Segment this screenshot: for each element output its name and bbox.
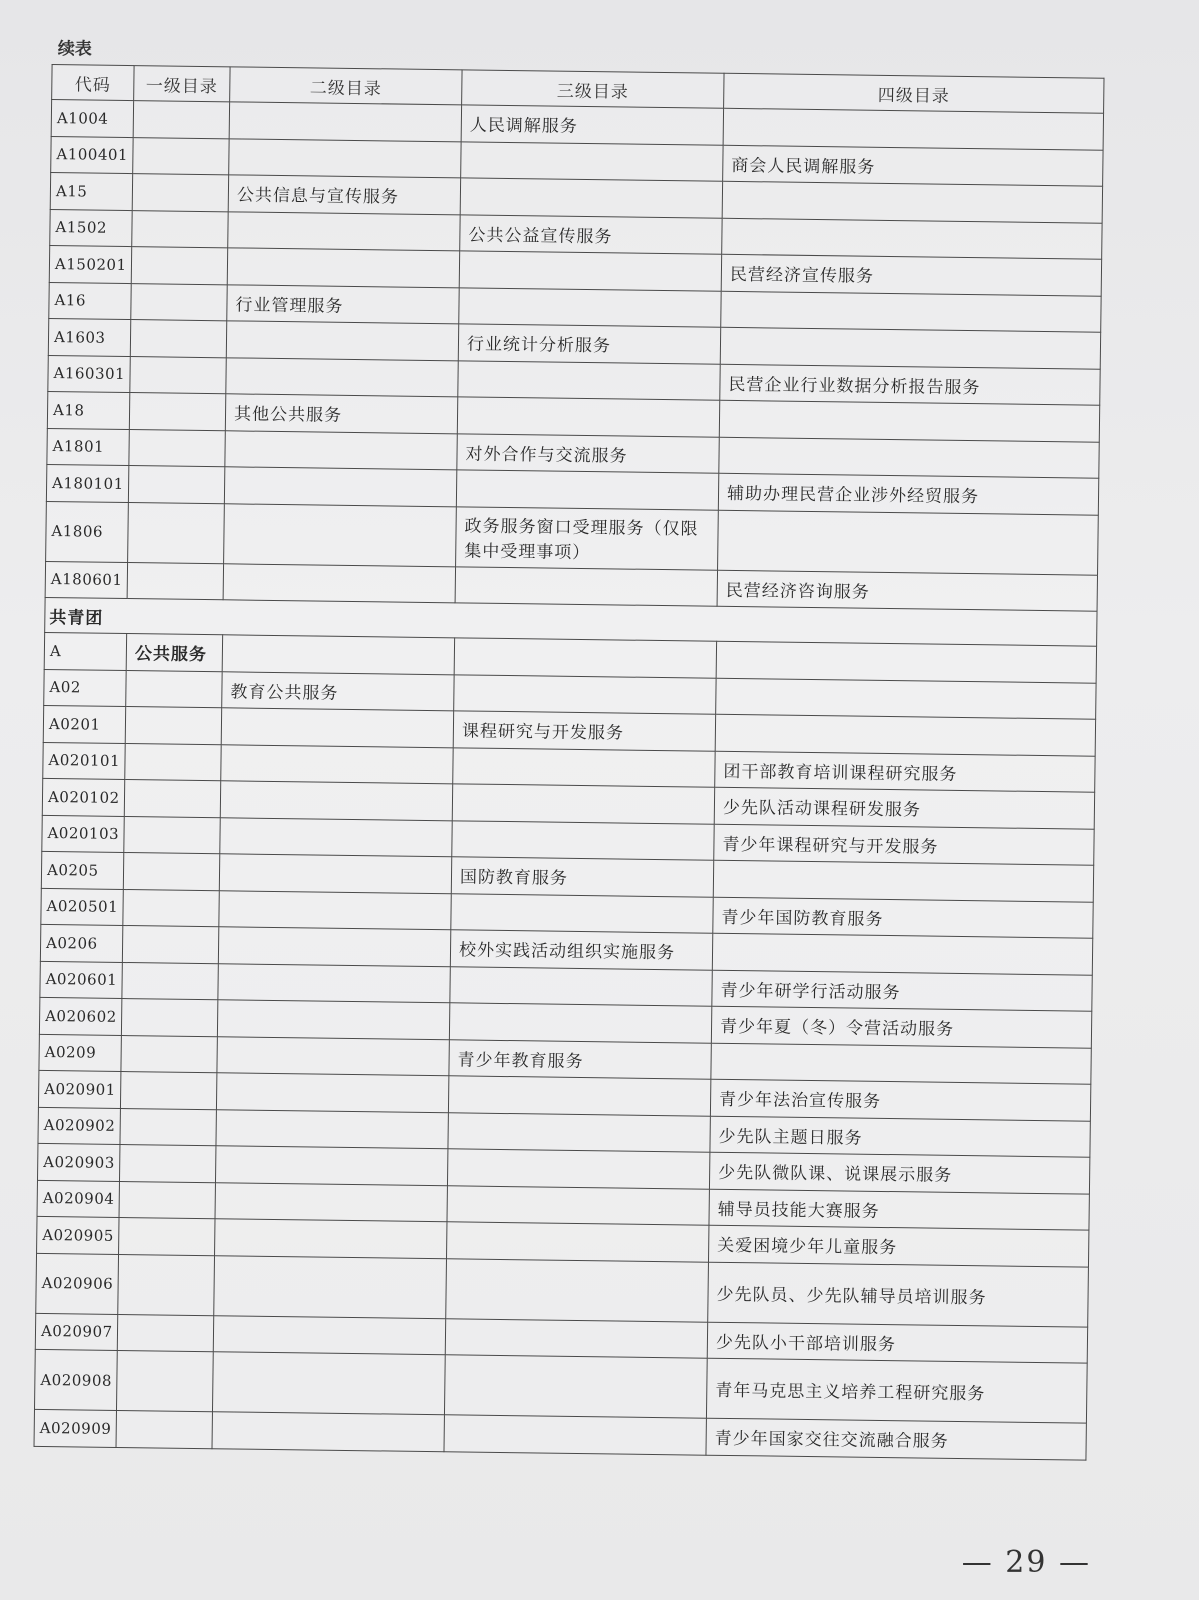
level4-cell xyxy=(722,181,1102,222)
level3-cell xyxy=(452,784,714,824)
level4-cell: 商会人民调解服务 xyxy=(723,145,1103,186)
code-cell: A020904 xyxy=(37,1180,119,1218)
document-page xyxy=(34,34,1112,1460)
level4-cell: 民营企业行业数据分析报告服务 xyxy=(720,364,1100,405)
code-cell: A020101 xyxy=(43,742,125,780)
level3-cell xyxy=(447,1222,709,1262)
level1-cell xyxy=(117,1314,213,1352)
level4-cell xyxy=(719,437,1099,478)
level4-cell: 辅助办理民营企业涉外经贸服务 xyxy=(718,473,1098,514)
level3-cell xyxy=(458,360,720,400)
level2-cell xyxy=(217,1036,449,1076)
level2-cell xyxy=(216,1109,448,1149)
level1-cell xyxy=(133,137,229,175)
level3-cell xyxy=(448,1076,710,1116)
level2-cell xyxy=(212,1412,444,1452)
section2-body xyxy=(34,632,1097,1459)
level4-cell: 少先队微队课、说课展示服务 xyxy=(709,1152,1089,1193)
level2-cell xyxy=(228,211,460,251)
level3-cell xyxy=(444,1355,707,1418)
level1-cell xyxy=(121,998,217,1036)
level4-cell xyxy=(715,714,1095,755)
code-cell: A18 xyxy=(47,391,129,429)
level3-cell xyxy=(457,397,719,437)
level3-cell: 对外合作与交流服务 xyxy=(457,433,719,473)
level4-cell xyxy=(721,291,1101,332)
level2-cell xyxy=(220,817,452,857)
code-cell: A02 xyxy=(44,669,126,707)
level3-cell xyxy=(448,1112,710,1152)
level4-cell: 青少年夏（冬）令营活动服务 xyxy=(711,1006,1091,1047)
code-cell: A1502 xyxy=(50,209,132,247)
level3-cell xyxy=(454,638,716,678)
level3-cell: 公共公益宣传服务 xyxy=(460,214,722,254)
code-cell: A020906 xyxy=(36,1253,119,1314)
level1-cell xyxy=(123,889,219,927)
code-cell: A020602 xyxy=(39,997,121,1035)
level3-cell: 课程研究与开发服务 xyxy=(453,711,715,751)
level1-cell xyxy=(128,466,224,504)
level2-cell xyxy=(222,635,454,675)
level2-cell xyxy=(219,854,451,894)
code-cell: A150201 xyxy=(49,245,131,283)
level1-cell xyxy=(119,1181,215,1219)
code-cell: A020905 xyxy=(37,1216,119,1254)
code-cell: A xyxy=(44,632,126,670)
level2-cell xyxy=(215,1219,447,1259)
level4-cell: 青年马克思主义培养工程研究服务 xyxy=(706,1358,1087,1423)
code-cell: A020909 xyxy=(34,1409,116,1447)
level3-cell xyxy=(454,674,716,714)
level2-cell: 公共信息与宣传服务 xyxy=(228,175,460,215)
level3-cell xyxy=(450,966,712,1006)
code-cell: A0206 xyxy=(40,924,122,962)
code-cell: A1603 xyxy=(48,318,130,356)
level4-cell xyxy=(723,108,1103,149)
level1-cell xyxy=(119,1144,215,1182)
level4-cell: 青少年国防教育服务 xyxy=(713,897,1093,938)
level3-cell: 政务服务窗口受理服务（仅限集中受理事项） xyxy=(456,506,719,569)
level2-cell xyxy=(220,781,452,821)
code-cell: A020901 xyxy=(38,1070,120,1108)
level3-cell xyxy=(446,1258,709,1321)
level1-cell xyxy=(118,1254,215,1315)
level4-cell xyxy=(711,1043,1091,1084)
level1-cell xyxy=(126,670,222,708)
level3-cell: 青少年教育服务 xyxy=(449,1039,711,1079)
level4-cell xyxy=(718,510,1099,575)
level2-cell xyxy=(224,467,456,507)
level4-cell: 青少年研学行活动服务 xyxy=(712,970,1092,1011)
level4-cell: 青少年课程研究与开发服务 xyxy=(714,824,1094,865)
continued-label: 续表 xyxy=(57,39,92,60)
level3-cell xyxy=(459,251,721,291)
level2-cell xyxy=(212,1352,445,1415)
level3-cell xyxy=(456,470,718,510)
code-cell: A0205 xyxy=(41,851,123,889)
code-cell: A0201 xyxy=(43,705,125,743)
level1-cell xyxy=(133,101,229,139)
level4-cell: 少先队员、少先队辅导员培训服务 xyxy=(708,1262,1089,1327)
level3-cell xyxy=(451,893,713,933)
level4-cell: 关爱困境少年儿童服务 xyxy=(708,1225,1088,1266)
level4-cell xyxy=(719,400,1099,441)
level1-cell xyxy=(131,283,227,321)
code-cell: A180601 xyxy=(45,561,127,599)
level1-cell xyxy=(131,247,227,285)
level2-cell xyxy=(219,890,451,930)
level1-cell xyxy=(130,320,226,358)
level4-cell: 青少年法治宣传服务 xyxy=(710,1079,1090,1120)
level4-cell: 青少年国家交往交流融合服务 xyxy=(706,1418,1086,1459)
level2-cell xyxy=(218,963,450,1003)
level1-cell xyxy=(130,356,226,394)
level2-cell xyxy=(221,708,453,748)
code-cell: A1801 xyxy=(47,428,129,466)
level1-cell xyxy=(124,816,220,854)
level1-cell xyxy=(127,562,223,600)
level2-cell xyxy=(229,102,461,142)
section1-body xyxy=(45,100,1103,612)
level2-cell xyxy=(223,563,455,603)
level3-cell: 行业统计分析服务 xyxy=(458,324,720,364)
level4-cell: 少先队主题日服务 xyxy=(710,1116,1090,1157)
level3-cell xyxy=(455,566,717,606)
level4-cell: 少先队小干部培训服务 xyxy=(707,1322,1087,1363)
code-cell: A15 xyxy=(50,172,132,210)
level1-cell xyxy=(120,1071,216,1109)
level1-cell: 公共服务 xyxy=(126,634,222,672)
code-cell: A100401 xyxy=(51,136,133,174)
section-title: 共青团 xyxy=(45,597,1097,646)
level2-cell xyxy=(217,1000,449,1040)
code-cell: A180101 xyxy=(46,464,128,502)
code-cell: A0209 xyxy=(39,1034,121,1072)
level2-cell xyxy=(229,138,461,178)
header-code: 代码 xyxy=(52,65,134,101)
level1-cell xyxy=(116,1410,212,1448)
page-number: — 29 — xyxy=(961,1545,1091,1580)
level3-cell xyxy=(445,1318,707,1358)
level2-cell xyxy=(226,357,458,397)
level3-cell xyxy=(452,820,714,860)
level1-cell xyxy=(125,743,221,781)
level2-cell xyxy=(214,1255,447,1318)
level1-cell xyxy=(129,393,225,431)
level3-cell: 校外实践活动组织实施服务 xyxy=(450,930,712,970)
header-level2: 二级目录 xyxy=(230,67,462,105)
level1-cell xyxy=(132,174,228,212)
level2-cell xyxy=(215,1146,447,1186)
level2-cell xyxy=(224,503,457,566)
level3-cell xyxy=(444,1415,706,1455)
code-cell: A020902 xyxy=(38,1107,120,1145)
code-cell: A020102 xyxy=(42,778,124,816)
level2-cell xyxy=(218,927,450,967)
level2-cell xyxy=(227,248,459,288)
level3-cell xyxy=(460,178,722,218)
code-cell: A160301 xyxy=(48,355,130,393)
level2-cell xyxy=(221,744,453,784)
level4-cell: 民营经济宣传服务 xyxy=(721,254,1101,295)
level2-cell: 其他公共服务 xyxy=(225,394,457,434)
level1-cell xyxy=(122,926,218,964)
catalog-table xyxy=(34,64,1105,1460)
level1-cell xyxy=(128,502,225,563)
level1-cell xyxy=(129,429,225,467)
code-cell: A020908 xyxy=(34,1349,117,1410)
level4-cell xyxy=(713,860,1093,901)
code-cell: A020501 xyxy=(41,888,123,926)
level4-cell xyxy=(720,327,1100,368)
code-cell: A1004 xyxy=(51,100,133,138)
level4-cell: 民营经济咨询服务 xyxy=(717,570,1097,611)
level1-cell xyxy=(116,1350,213,1411)
header-level3: 三级目录 xyxy=(462,70,724,108)
level2-cell: 教育公共服务 xyxy=(222,671,454,711)
level3-cell: 国防教育服务 xyxy=(451,857,713,897)
level1-cell xyxy=(124,780,220,818)
level2-cell xyxy=(216,1073,448,1113)
level1-cell xyxy=(123,853,219,891)
level2-cell xyxy=(225,430,457,470)
level3-cell xyxy=(449,1003,711,1043)
code-cell: A020903 xyxy=(37,1143,119,1181)
level4-cell xyxy=(722,218,1102,259)
level2-cell xyxy=(226,321,458,361)
level3-cell xyxy=(447,1149,709,1189)
level4-cell xyxy=(716,641,1096,682)
level3-cell xyxy=(447,1185,709,1225)
code-cell: A020907 xyxy=(35,1313,117,1351)
code-cell: A16 xyxy=(49,282,131,320)
level4-cell: 团干部教育培训课程研究服务 xyxy=(715,751,1095,792)
code-cell: A020103 xyxy=(42,815,124,853)
level1-cell xyxy=(122,962,218,1000)
level2-cell xyxy=(213,1315,445,1355)
level3-cell xyxy=(453,747,715,787)
level1-cell xyxy=(119,1217,215,1255)
code-cell: A1806 xyxy=(46,501,129,562)
level1-cell xyxy=(121,1035,217,1073)
level4-cell xyxy=(716,678,1096,719)
level1-cell xyxy=(125,707,221,745)
level3-cell: 人民调解服务 xyxy=(461,105,723,145)
level1-cell xyxy=(120,1108,216,1146)
level4-cell xyxy=(712,933,1092,974)
level3-cell xyxy=(459,287,721,327)
level2-cell: 行业管理服务 xyxy=(227,284,459,324)
level4-cell: 少先队活动课程研发服务 xyxy=(714,787,1094,828)
level1-cell xyxy=(132,210,228,248)
code-cell: A020601 xyxy=(40,961,122,999)
header-level1: 一级目录 xyxy=(134,66,230,102)
level3-cell xyxy=(461,141,723,181)
header-level4: 四级目录 xyxy=(724,73,1104,113)
level2-cell xyxy=(215,1182,447,1222)
level4-cell: 辅导员技能大赛服务 xyxy=(709,1189,1089,1230)
